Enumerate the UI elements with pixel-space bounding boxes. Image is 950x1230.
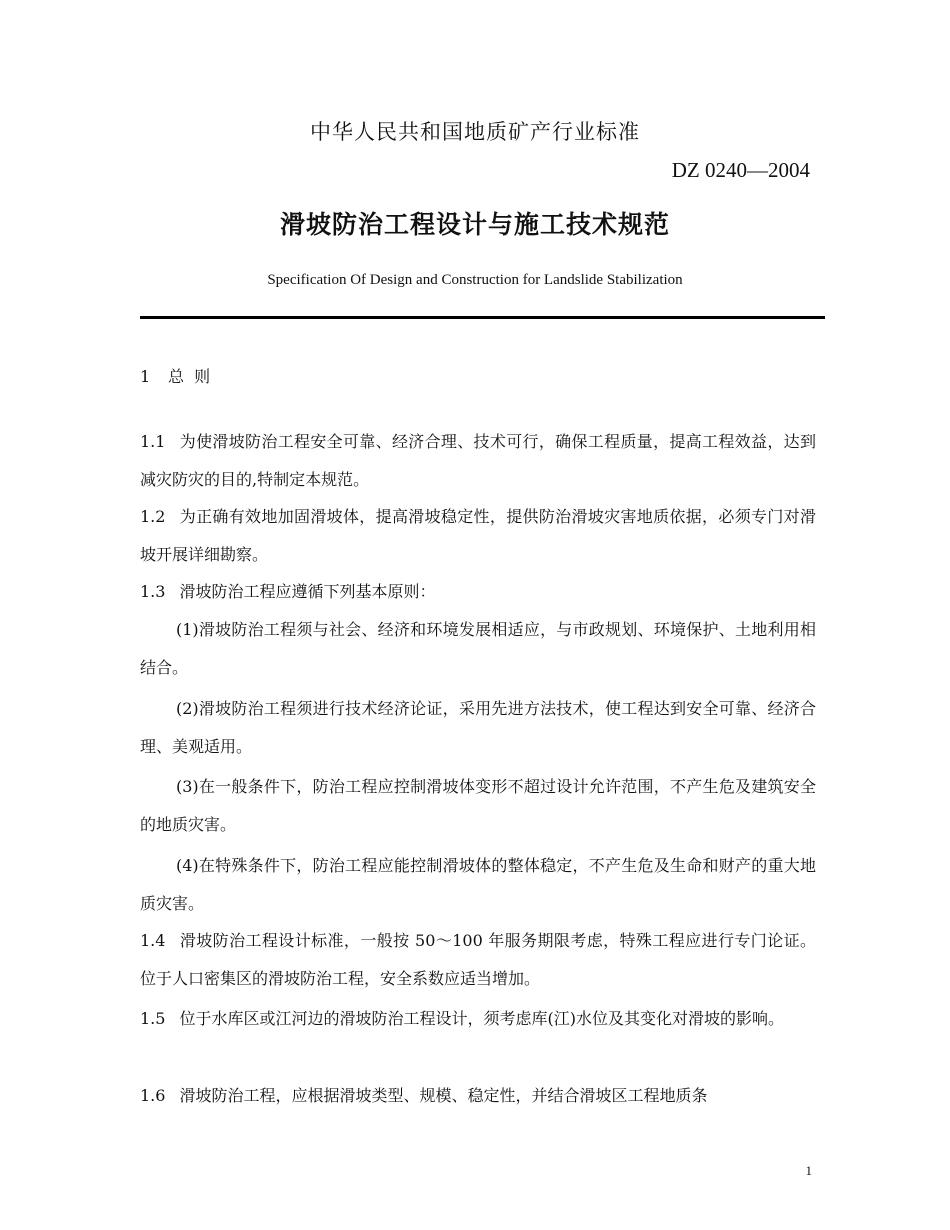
clause-number: 1.1 — [140, 432, 166, 451]
section-number: 1 — [140, 367, 151, 386]
principle-item-3: (3)在一般条件下，防治工程应控制滑坡体变形不超过设计允许范围，不产生危及建筑安全的地质灾害。 — [140, 777, 816, 834]
title-rule — [140, 316, 825, 319]
clause-1-2 — [140, 498, 816, 573]
principle-item-4: (4)在特殊条件下，防治工程应能控制滑坡体的整体稳定，不产生危及生命和财产的重大地质灾害。 — [140, 856, 816, 913]
clause-text: 滑坡防治工程，应根据滑坡类型、规模、稳定性，并结合滑坡区工程地质条 — [179, 1086, 708, 1105]
clause-number: 1.3 — [140, 582, 166, 601]
clause-1-4 — [140, 922, 816, 997]
clause-number: 1.4 — [140, 931, 166, 950]
standard-number: DZ 0240—2004 — [671, 158, 810, 182]
clause-text: 位于水库区或江河边的滑坡防治工程设计，须考虑库(江)水位及其变化对滑坡的影响。 — [179, 1009, 784, 1028]
clause-text: 为使滑坡防治工程安全可靠、经济合理、技术可行，确保工程质量，提高工程效益，达到减灾防灾的目的,特制定本规范。 — [140, 432, 816, 489]
clause-text: 为正确有效地加固滑坡体，提高滑坡稳定性，提供防治滑坡灾害地质依据，必须专门对滑坡开展详细勘察。 — [140, 507, 816, 564]
principle-item-2: (2)滑坡防治工程须进行技术经济论证，采用先进方法技术，使工程达到安全可靠、经济合理、美观适用。 — [140, 699, 816, 756]
document-title: 滑坡防治工程设计与施工技术规范 — [279, 210, 670, 239]
clause-1-5 — [140, 1000, 816, 1038]
section-heading — [140, 364, 210, 387]
clause-1-6 — [140, 1077, 816, 1115]
page-number: 1 — [805, 1163, 812, 1178]
principle-item-1: (1)滑坡防治工程须与社会、经济和环境发展相适应，与市政规划、环境保护、土地利用相结合。 — [140, 620, 816, 677]
clause-number: 1.2 — [140, 507, 166, 526]
clause-text: 滑坡防治工程应遵循下列基本原则： — [179, 582, 436, 601]
clause-1-1 — [140, 423, 816, 498]
clause-1-3 — [140, 573, 816, 611]
clause-number: 1.6 — [140, 1086, 166, 1105]
clause-number: 1.5 — [140, 1009, 166, 1028]
clause-text: 滑坡防治工程设计标准，一般按 50～100 年服务期限考虑，特殊工程应进行专门论证。位于人口密集区的滑坡防治工程，安全系数应适当增加。 — [140, 931, 816, 988]
section-title: 总 则 — [168, 367, 211, 386]
english-subtitle: Specification Of Design and Construction for Landslide Stabilization — [267, 272, 683, 288]
issuing-organization: 中华人民共和国地质矿产行业标准 — [310, 120, 640, 144]
